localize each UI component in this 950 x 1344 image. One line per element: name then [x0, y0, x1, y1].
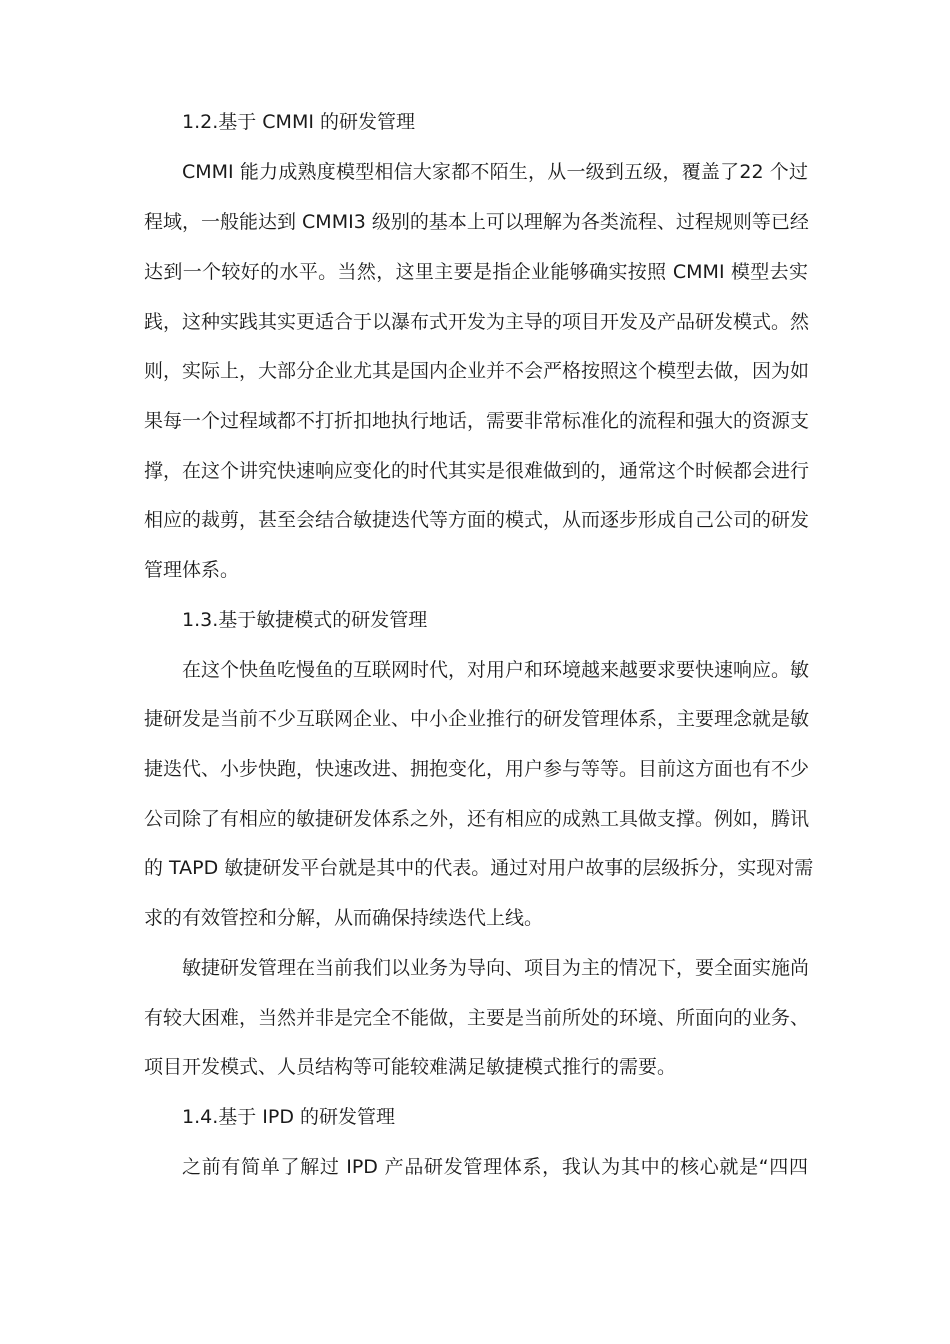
paragraph-line: 敏捷研发管理在当前我们以业务为导向、项目为主的情况下，要全面实施尚 [182, 957, 810, 979]
section-heading-1-4: 1.4.基于 IPD 的研发管理 [182, 1106, 396, 1128]
section-heading-1-3: 1.3.基于敏捷模式的研发管理 [182, 609, 428, 631]
paragraph-line: 践，这种实践其实更适合于以瀑布式开发为主导的项目开发及产品研发模式。然 [144, 311, 810, 333]
section-heading-1-2: 1.2.基于 CMMI 的研发管理 [182, 111, 415, 133]
paragraph-line: 的 TAPD 敏捷研发平台就是其中的代表。通过对用户故事的层级拆分，实现对需 [144, 857, 814, 879]
paragraph-line: 捷迭代、小步快跑，快速改进、拥抱变化，用户参与等等。目前这方面也有不少 [144, 758, 810, 780]
paragraph-line: 管理体系。 [144, 559, 240, 581]
paragraph-line: 则，实际上，大部分企业尤其是国内企业并不会严格按照这个模型去做，因为如 [144, 360, 810, 382]
paragraph-line: 程域，一般能达到 CMMI3 级别的基本上可以理解为各类流程、过程规则等已经 [144, 211, 809, 233]
paragraph-line: 求的有效管控和分解，从而确保持续迭代上线。 [144, 907, 544, 929]
paragraph-line: 达到一个较好的水平。当然，这里主要是指企业能够确实按照 CMMI 模型去实 [144, 261, 808, 283]
paragraph-line: 相应的裁剪，甚至会结合敏捷迭代等方面的模式，从而逐步形成自己公司的研发 [144, 509, 810, 531]
paragraph-line: 在这个快鱼吃慢鱼的互联网时代，对用户和环境越来越要求要快速响应。敏 [182, 659, 810, 681]
paragraph-line: 有较大困难，当然并非是完全不能做，主要是当前所处的环境、所面向的业务、 [144, 1007, 810, 1029]
paragraph-line: CMMI 能力成熟度模型相信大家都不陌生，从一级到五级，覆盖了22 个过 [182, 161, 808, 183]
paragraph-line: 公司除了有相应的敏捷研发体系之外，还有相应的成熟工具做支撑。例如，腾讯 [144, 808, 810, 830]
paragraph-line: 撑，在这个讲究快速响应变化的时代其实是很难做到的，通常这个时候都会进行 [144, 460, 810, 482]
paragraph-line: 之前有简单了解过 IPD 产品研发管理体系，我认为其中的核心就是“四四 [182, 1156, 808, 1178]
paragraph-line: 果每一个过程域都不打折扣地执行地话，需要非常标准化的流程和强大的资源支 [144, 410, 810, 432]
paragraph-line: 捷研发是当前不少互联网企业、中小企业推行的研发管理体系，主要理念就是敏 [144, 708, 810, 730]
paragraph-line: 项目开发模式、人员结构等可能较难满足敏捷模式推行的需要。 [144, 1056, 677, 1078]
